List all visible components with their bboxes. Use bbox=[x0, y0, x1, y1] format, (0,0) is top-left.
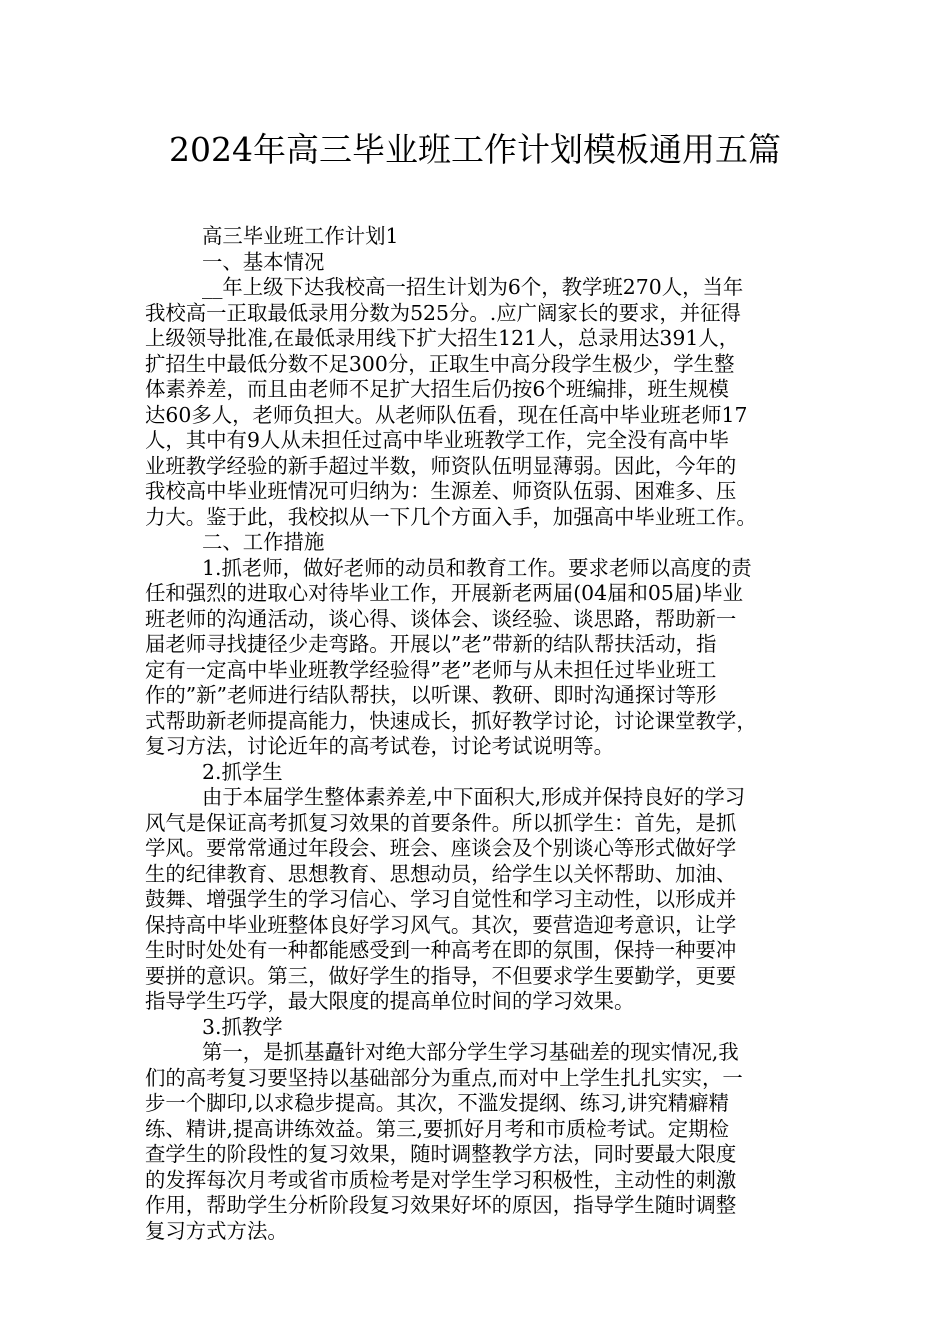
document-line: 业班教学经验的新手超过半数，师资队伍明显薄弱。因此，今年的 bbox=[145, 453, 737, 478]
document-body bbox=[145, 224, 825, 1244]
document-line: 上级领导批准,在最低录用线下扩大招生121人，总录用达391人， bbox=[145, 326, 740, 350]
document-line: 生时时处处有一种都能感受到一种高考在即的氛围，保持一种要冲 bbox=[145, 938, 737, 962]
document-line: 风气是保证高考抓复习效果的首要条件。所以抓学生：首先，是抓 bbox=[145, 810, 737, 835]
document-line: 生的纪律教育、思想教育、思想动员，给学生以关怀帮助、加油、 bbox=[145, 861, 737, 886]
document-line: 复习方法，讨论近年的高考试卷，讨论考试说明等。 bbox=[145, 734, 614, 758]
document-line: 复习方式方法。 bbox=[145, 1218, 288, 1243]
document-line: 作用，帮助学生分析阶段复习效果好坏的原因，指导学生随时调整 bbox=[145, 1193, 737, 1217]
document-line: 保持高中毕业班整体良好学习风气。其次，要营造迎考意识，让学 bbox=[145, 912, 737, 937]
document-line: 届老师寻找捷径少走弯路。开展以”老”带新的结队帮扶活动，指 bbox=[145, 632, 717, 656]
document-line: 学风。要常常通过年段会、班会、座谈会及个别谈心等形式做好学 bbox=[145, 836, 737, 860]
document-line: 查学生的阶段性的复习效果，随时调整教学方法，同时要最大限度 bbox=[145, 1142, 737, 1166]
document-line: 人，其中有9人从未担任过高中毕业班教学工作，完全没有高中毕 bbox=[145, 428, 729, 452]
document-line: 式帮助新老师提高能力，快速成长，抓好教学讨论，讨论课堂教学， bbox=[145, 708, 757, 733]
document-line: 力大。鉴于此，我校拟从一下几个方面入手，加强高中毕业班工作。 bbox=[145, 504, 757, 529]
document-line: 任和强烈的进取心对待毕业工作，开展新老两届(04届和05届)毕业 bbox=[145, 581, 743, 605]
document-line: 由于本届学生整体素养差,中下面积大,形成并保持良好的学习 bbox=[202, 785, 746, 809]
document-line: __年上级下达我校高一招生计划为6个，教学班270人，当年 bbox=[202, 275, 744, 299]
document-line: 达60多人，老师负担大。从老师队伍看，现在任高中毕业班老师17 bbox=[145, 402, 748, 427]
document-line: 扩招生中最低分数不足300分，正取生中高分段学生极少，学生整 bbox=[145, 351, 735, 376]
document-line: 第一，是抓基矗针对绝大部分学生学习基础差的现实情况,我 bbox=[202, 1040, 739, 1064]
document-line: 的发挥每次月考或省市质检考是对学生学习积极性，主动性的刺激 bbox=[145, 1167, 737, 1192]
document-line: 步一个脚印,以求稳步提高。其次，不滥发提纲、练习,讲究精癖精 bbox=[145, 1091, 729, 1115]
document-line: 鼓舞、增强学生的学习信心、学习自觉性和学习主动性，以形成并 bbox=[145, 887, 737, 911]
document-line: 一、基本情况 bbox=[202, 249, 325, 274]
document-line: 作的”新”老师进行结队帮扶，以听课、教研、即时沟通探讨等形 bbox=[145, 683, 717, 707]
document-line: 定有一定高中毕业班教学经验得”老”老师与从未担任过毕业班工 bbox=[145, 657, 717, 682]
document-line: 二、工作措施 bbox=[202, 530, 325, 554]
document-title: 2024年高三毕业班工作计划模板通用五篇 bbox=[169, 130, 781, 169]
document-line: 指导学生巧学，最大限度的提高单位时间的学习效果。 bbox=[145, 989, 635, 1013]
document-line: 们的高考复习要坚持以基础部分为重点,而对中上学生扎扎实实，一 bbox=[145, 1065, 743, 1090]
document-line: 1.抓老师，做好老师的动员和教育工作。要求老师以高度的责 bbox=[202, 555, 752, 580]
document-line: 班老师的沟通活动，谈心得、谈体会、谈经验、谈思路，帮助新一 bbox=[145, 606, 737, 631]
document-line: 2.抓学生 bbox=[202, 759, 283, 784]
document-line: 体素养差，而且由老师不足扩大招生后仍按6个班编排，班生规模 bbox=[145, 377, 729, 401]
document-line: 3.抓教学 bbox=[202, 1014, 283, 1039]
document-line: 要拼的意识。第三，做好学生的指导，不但要求学生要勤学，更要 bbox=[145, 963, 737, 988]
document-line: 练、精讲,提高讲练效益。第三,要抓好月考和市质检考试。定期检 bbox=[145, 1116, 729, 1141]
document-line: 我校高中毕业班情况可归纳为：生源差、师资队伍弱、困难多、压 bbox=[145, 479, 737, 503]
document-line: 我校高一正取最低录用分数为525分。.应广阔家长的要求，并征得 bbox=[145, 300, 741, 325]
document-line: 高三毕业班工作计划1 bbox=[202, 224, 399, 248]
